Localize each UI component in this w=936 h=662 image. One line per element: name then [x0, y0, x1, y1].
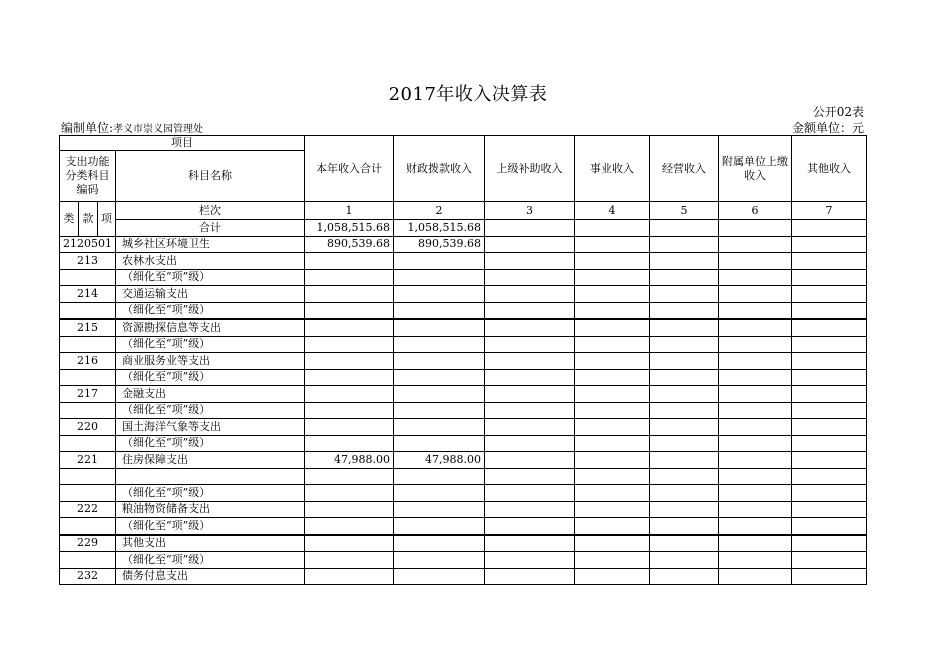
cell-col-7: [792, 402, 867, 419]
total-income: [305, 568, 394, 585]
cell-col-6: [719, 236, 792, 253]
cell-col-7: [792, 568, 867, 585]
function-code: [60, 485, 116, 502]
col-num-7: 7: [792, 202, 867, 220]
table-row: [60, 485, 867, 502]
cell-col-3: [485, 452, 575, 469]
compiling-unit: [61, 119, 203, 136]
function-code: 213: [60, 253, 116, 270]
total-income: [305, 319, 394, 336]
cell-col-3: [485, 568, 575, 585]
total-income: [305, 535, 394, 552]
function-code: 220: [60, 419, 116, 436]
cell-col-7: [792, 485, 867, 502]
subject-name: （细化至“项”级）: [116, 269, 305, 286]
cell-col-7: [792, 501, 867, 518]
table-row: [60, 220, 867, 237]
cell-col-5: [650, 552, 719, 569]
col-num-1: 1: [305, 202, 394, 220]
cell-col-5: [650, 535, 719, 552]
subject-name: （细化至“项”级）: [116, 435, 305, 452]
subject-name: 农林水支出: [116, 253, 305, 270]
cell-col-5: [650, 319, 719, 336]
fiscal-income: [394, 269, 485, 286]
cell-col-6: [719, 535, 792, 552]
fiscal-income: 1,058,515.68: [394, 220, 485, 237]
cell-col-5: [650, 386, 719, 403]
cell-col-7: [792, 253, 867, 270]
cell-col-4: [575, 535, 650, 552]
cell-col-6: [719, 286, 792, 303]
cell-col-5: [650, 286, 719, 303]
cell-col-3: [485, 302, 575, 319]
fiscal-income: [394, 419, 485, 436]
subject-name: 合计: [116, 220, 305, 237]
total-income: [305, 353, 394, 370]
fiscal-income: [394, 518, 485, 535]
total-income: 47,988.00: [305, 452, 394, 469]
function-code: 2120501: [60, 236, 116, 253]
function-code: [60, 369, 116, 386]
subject-name: 城乡社区环境卫生: [116, 236, 305, 253]
cell-col-5: [650, 419, 719, 436]
cell-col-7: [792, 369, 867, 386]
cell-col-4: [575, 336, 650, 353]
cell-col-7: [792, 353, 867, 370]
fiscal-income: 47,988.00: [394, 452, 485, 469]
total-income: [305, 552, 394, 569]
table-row: [60, 386, 867, 403]
currency-unit: 金额单位：元: [791, 121, 864, 135]
cell-col-4: [575, 353, 650, 370]
total-income: 1,058,515.68: [305, 220, 394, 237]
subject-name: [116, 468, 305, 485]
cell-col-6: [719, 501, 792, 518]
cell-col-6: [719, 552, 792, 569]
function-code: [60, 402, 116, 419]
fiscal-income: [394, 253, 485, 270]
subject-name: 住房保障支出: [116, 452, 305, 469]
cell-col-4: [575, 568, 650, 585]
total-income: [305, 468, 394, 485]
cell-col-4: [575, 468, 650, 485]
header-col-2: 财政拨款收入: [394, 136, 485, 202]
subject-name: （细化至“项”级）: [116, 402, 305, 419]
fiscal-income: [394, 552, 485, 569]
fiscal-income: [394, 485, 485, 502]
cell-col-4: [575, 452, 650, 469]
total-income: [305, 485, 394, 502]
header-col-4: 事业收入: [575, 136, 650, 202]
table-row: [60, 402, 867, 419]
cell-col-4: [575, 485, 650, 502]
cell-col-7: [792, 269, 867, 286]
cell-col-5: [650, 369, 719, 386]
cell-col-4: [575, 253, 650, 270]
cell-col-5: [650, 452, 719, 469]
cell-col-3: [485, 353, 575, 370]
fiscal-income: [394, 353, 485, 370]
subject-name: （细化至“项”级）: [116, 302, 305, 319]
cell-col-6: [719, 419, 792, 436]
cell-col-5: [650, 485, 719, 502]
function-code: [60, 468, 116, 485]
header-subject-name: 科目名称: [116, 151, 305, 202]
compiling-unit-name: 孝义市崇义园管理处: [113, 124, 204, 135]
table-row: [60, 269, 867, 286]
cell-col-3: [485, 236, 575, 253]
cell-col-3: [485, 369, 575, 386]
fiscal-income: [394, 535, 485, 552]
cell-col-3: [485, 402, 575, 419]
cell-col-6: [719, 452, 792, 469]
cell-col-3: [485, 518, 575, 535]
cell-col-4: [575, 236, 650, 253]
cell-col-3: [485, 319, 575, 336]
cell-col-7: [792, 302, 867, 319]
cell-col-4: [575, 552, 650, 569]
table-row: [60, 236, 867, 253]
function-code: 216: [60, 353, 116, 370]
table-row: [60, 353, 867, 370]
cell-col-3: [485, 386, 575, 403]
fiscal-income: [394, 468, 485, 485]
cell-col-3: [485, 468, 575, 485]
fiscal-income: [394, 501, 485, 518]
subject-name: 国土海洋气象等支出: [116, 419, 305, 436]
table-row: [60, 286, 867, 303]
table-row: [60, 535, 867, 552]
cell-col-5: [650, 501, 719, 518]
table-row: [60, 435, 867, 452]
cell-col-3: [485, 435, 575, 452]
table-row: [60, 518, 867, 535]
cell-col-5: [650, 353, 719, 370]
table-row: [60, 468, 867, 485]
fiscal-income: [394, 319, 485, 336]
subject-name: 交通运输支出: [116, 286, 305, 303]
cell-col-4: [575, 435, 650, 452]
subject-name: 商业服务业等支出: [116, 353, 305, 370]
fiscal-income: [394, 386, 485, 403]
function-code: 217: [60, 386, 116, 403]
header-col-5: 经营收入: [650, 136, 719, 202]
total-income: [305, 336, 394, 353]
total-income: [305, 253, 394, 270]
fiscal-income: [394, 336, 485, 353]
cell-col-6: [719, 386, 792, 403]
total-income: [305, 419, 394, 436]
cell-col-4: [575, 286, 650, 303]
header-lanci: 栏次: [116, 202, 305, 220]
cell-col-7: [792, 452, 867, 469]
cell-col-7: [792, 236, 867, 253]
subject-name: （细化至“项”级）: [116, 336, 305, 353]
compiling-unit-label: 编制单位:: [61, 121, 114, 135]
form-number: 公开02表: [812, 105, 864, 119]
cell-col-5: [650, 220, 719, 237]
fiscal-income: [394, 302, 485, 319]
cell-col-5: [650, 402, 719, 419]
cell-col-6: [719, 269, 792, 286]
col-num-3: 3: [485, 202, 575, 220]
table-row: [60, 253, 867, 270]
cell-col-6: [719, 319, 792, 336]
subject-name: （细化至“项”级）: [116, 518, 305, 535]
total-income: [305, 302, 394, 319]
total-income: [305, 402, 394, 419]
subject-name: 金融支出: [116, 386, 305, 403]
fiscal-income: [394, 369, 485, 386]
fiscal-income: [394, 402, 485, 419]
col-num-6: 6: [719, 202, 792, 220]
cell-col-5: [650, 468, 719, 485]
fiscal-income: [394, 568, 485, 585]
table-row: [60, 336, 867, 353]
subject-name: （细化至“项”级）: [116, 485, 305, 502]
cell-col-4: [575, 386, 650, 403]
cell-col-7: [792, 419, 867, 436]
function-code: [60, 336, 116, 353]
function-code: [60, 302, 116, 319]
header-func-code: 支出功能分类科目编码: [60, 151, 116, 202]
total-income: [305, 369, 394, 386]
cell-col-4: [575, 319, 650, 336]
cell-col-3: [485, 535, 575, 552]
cell-col-7: [792, 386, 867, 403]
cell-col-4: [575, 220, 650, 237]
function-code: [60, 269, 116, 286]
cell-col-6: [719, 518, 792, 535]
function-code: 221: [60, 452, 116, 469]
total-income: [305, 286, 394, 303]
cell-col-3: [485, 253, 575, 270]
total-income: [305, 518, 394, 535]
cell-col-6: [719, 369, 792, 386]
table-row: [60, 501, 867, 518]
cell-col-5: [650, 269, 719, 286]
table-row: [60, 302, 867, 319]
cell-col-5: [650, 518, 719, 535]
cell-col-3: [485, 501, 575, 518]
cell-col-3: [485, 485, 575, 502]
cell-col-7: [792, 468, 867, 485]
cell-col-4: [575, 419, 650, 436]
cell-col-4: [575, 269, 650, 286]
function-code: [60, 518, 116, 535]
subject-name: 粮油物资储备支出: [116, 501, 305, 518]
cell-col-5: [650, 236, 719, 253]
total-income: [305, 269, 394, 286]
cell-col-6: [719, 336, 792, 353]
subject-name: 债务付息支出: [116, 568, 305, 585]
cell-col-7: [792, 518, 867, 535]
cell-col-7: [792, 286, 867, 303]
cell-col-7: [792, 435, 867, 452]
table-row: [60, 419, 867, 436]
cell-col-7: [792, 336, 867, 353]
cell-col-3: [485, 220, 575, 237]
function-code: 214: [60, 286, 116, 303]
cell-col-4: [575, 501, 650, 518]
cell-col-6: [719, 435, 792, 452]
function-code: 215: [60, 319, 116, 336]
header-col-7: 其他收入: [792, 136, 867, 202]
subject-name: 其他支出: [116, 535, 305, 552]
header-col-1: 本年收入合计: [305, 136, 394, 202]
total-income: 890,539.68: [305, 236, 394, 253]
subject-name: （细化至“项”级）: [116, 369, 305, 386]
cell-col-6: [719, 220, 792, 237]
cell-col-3: [485, 336, 575, 353]
cell-col-5: [650, 302, 719, 319]
col-num-4: 4: [575, 202, 650, 220]
table-row: [60, 452, 867, 469]
function-code: [60, 552, 116, 569]
fiscal-income: 890,539.68: [394, 236, 485, 253]
subject-name: 资源勘探信息等支出: [116, 319, 305, 336]
function-code: [60, 435, 116, 452]
cell-col-3: [485, 269, 575, 286]
function-code: 232: [60, 568, 116, 585]
function-code: 229: [60, 535, 116, 552]
total-income: [305, 386, 394, 403]
cell-col-6: [719, 468, 792, 485]
cell-col-6: [719, 402, 792, 419]
table-row: [60, 568, 867, 585]
cell-col-7: [792, 319, 867, 336]
cell-col-7: [792, 552, 867, 569]
cell-col-4: [575, 369, 650, 386]
table-row: [60, 369, 867, 386]
cell-col-5: [650, 336, 719, 353]
revenue-table: [59, 135, 867, 585]
cell-col-5: [650, 253, 719, 270]
header-xiang: 项: [98, 202, 116, 237]
header-lei: 类: [60, 202, 79, 237]
cell-col-4: [575, 302, 650, 319]
total-income: [305, 501, 394, 518]
col-num-2: 2: [394, 202, 485, 220]
col-num-5: 5: [650, 202, 719, 220]
total-income: [305, 435, 394, 452]
fiscal-income: [394, 286, 485, 303]
header-col-6: 附属单位上缴收入: [719, 136, 792, 202]
cell-col-7: [792, 535, 867, 552]
cell-col-3: [485, 419, 575, 436]
cell-col-5: [650, 568, 719, 585]
table-row: [60, 552, 867, 569]
cell-col-6: [719, 253, 792, 270]
cell-col-4: [575, 402, 650, 419]
page-title: 2017年收入决算表: [388, 84, 548, 105]
header-project: 项目: [60, 136, 305, 151]
cell-col-6: [719, 353, 792, 370]
cell-col-6: [719, 485, 792, 502]
cell-col-7: [792, 220, 867, 237]
header-kuan: 款: [79, 202, 98, 237]
subject-name: （细化至“项”级）: [116, 552, 305, 569]
cell-col-3: [485, 286, 575, 303]
cell-col-4: [575, 518, 650, 535]
cell-col-6: [719, 302, 792, 319]
function-code: 222: [60, 501, 116, 518]
fiscal-income: [394, 435, 485, 452]
cell-col-3: [485, 552, 575, 569]
cell-col-6: [719, 568, 792, 585]
header-col-3: 上级补助收入: [485, 136, 575, 202]
table-row: [60, 319, 867, 336]
cell-col-5: [650, 435, 719, 452]
